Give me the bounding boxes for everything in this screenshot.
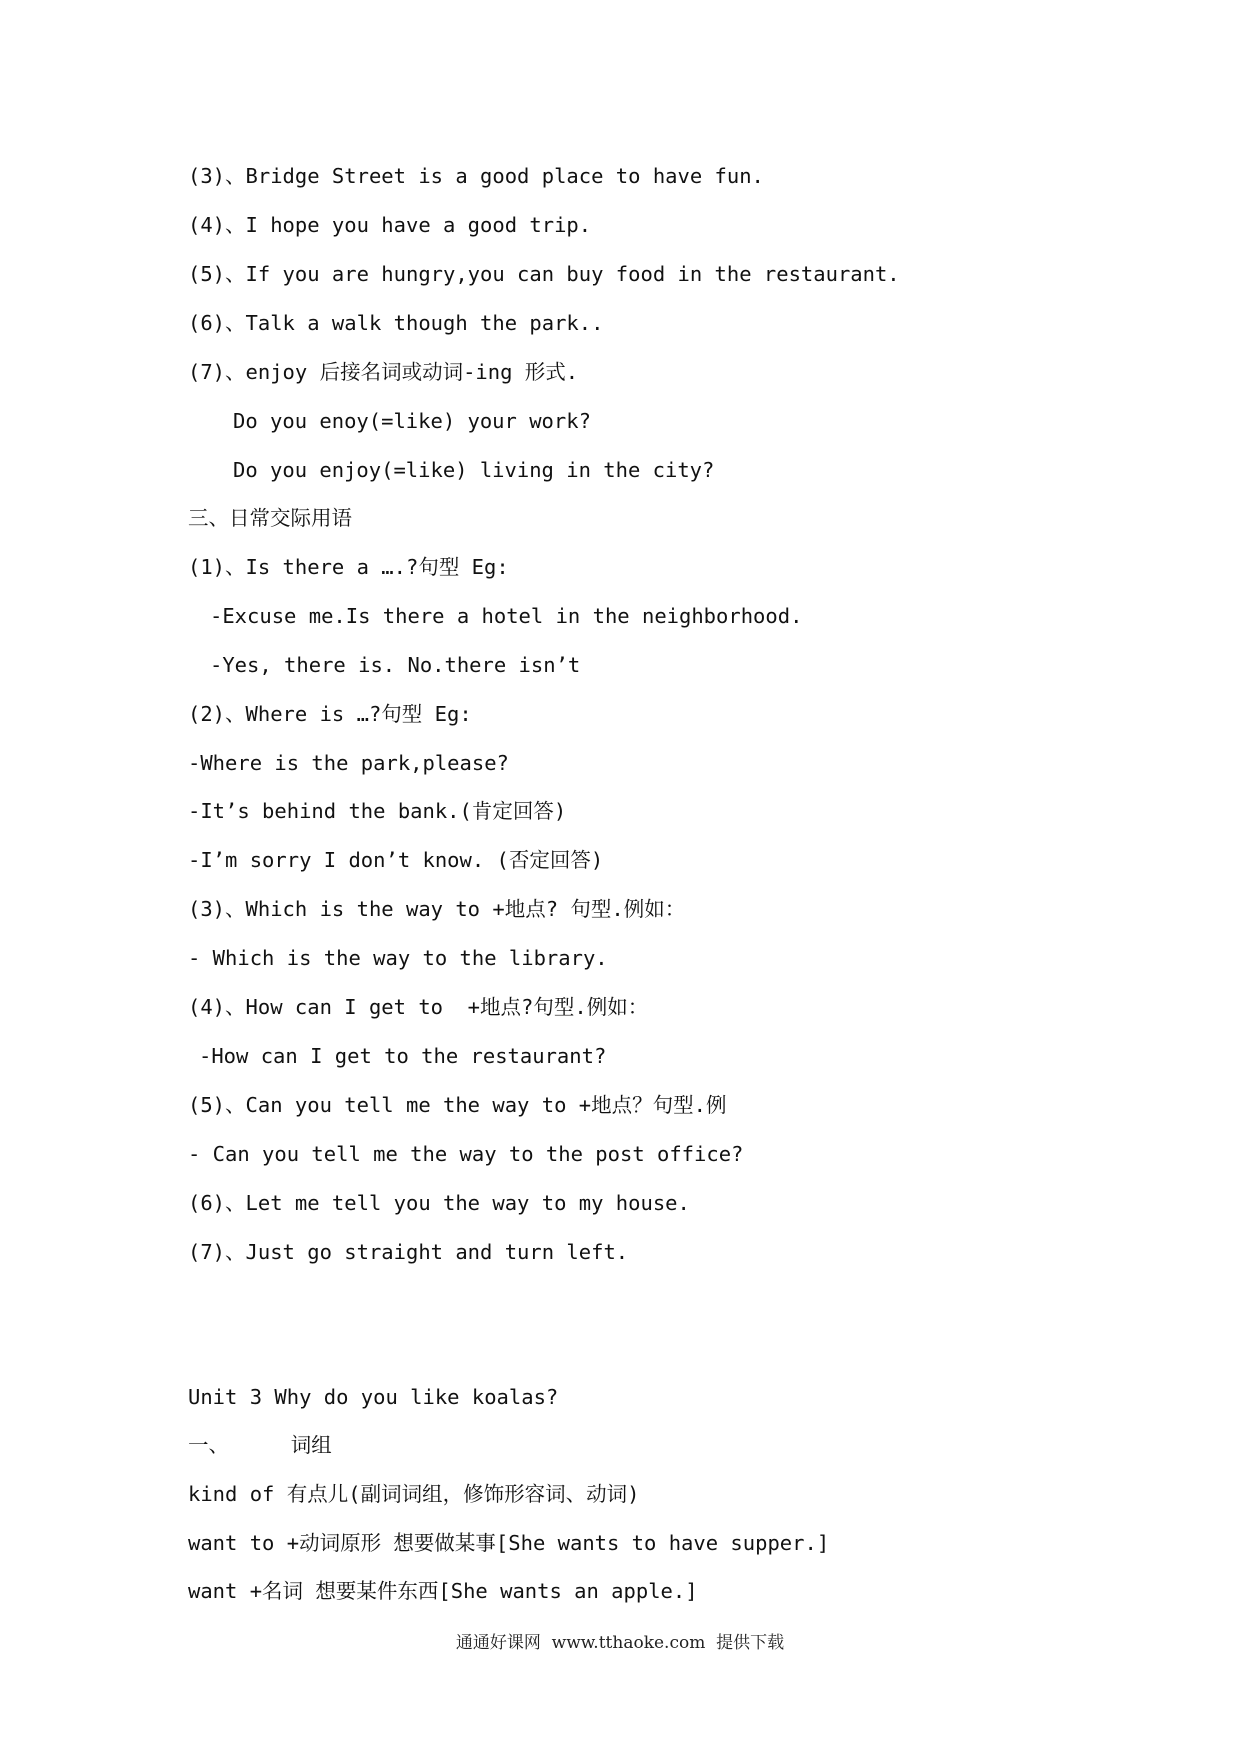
text-line: (4)、I hope you have a good trip. bbox=[188, 213, 592, 237]
dialogue-line: -Where is the park,please? bbox=[188, 751, 509, 775]
phrase-line: kind of 有点儿(副词词组，修饰形容词、动词) bbox=[188, 1482, 640, 1506]
text-line: (2)、Where is …?句型 Eg: bbox=[188, 702, 472, 726]
unit-title: Unit 3 Why do you like koalas? bbox=[188, 1385, 559, 1409]
dialogue-line: -It’s behind the bank.(肯定回答) bbox=[188, 799, 567, 823]
text-line: (7)、enjoy 后接名词或动词-ing 形式. bbox=[188, 360, 579, 384]
dialogue-line: - Can you tell me the way to the post office? bbox=[188, 1142, 744, 1166]
dialogue-line: -I’m sorry I don’t know. (否定回答) bbox=[188, 848, 604, 872]
text-line: (7)、Just go straight and turn left. bbox=[188, 1240, 629, 1264]
dialogue-line: -Yes, there is. No.there isn’t bbox=[210, 653, 581, 677]
dialogue-line: -How can I get to the restaurant? bbox=[199, 1044, 607, 1068]
text-line: (5)、Can you tell me the way to +地点？句型.例 bbox=[188, 1093, 727, 1117]
text-line: (3)、Which is the way to +地点? 句型.例如： bbox=[188, 897, 686, 921]
text-line: (6)、Talk a walk though the park.. bbox=[188, 311, 604, 335]
phrase-line: want to +动词原形 想要做某事[She wants to have supper.] bbox=[188, 1531, 830, 1555]
footer-credit: 通通好课网 www.tthaoke.com 提供下载 bbox=[455, 1633, 785, 1653]
dialogue-line: -Excuse me.Is there a hotel in the neighborhood. bbox=[210, 604, 803, 628]
text-line: (3)、Bridge Street is a good place to have fun. bbox=[188, 164, 764, 188]
text-line: (5)、If you are hungry,you can buy food in the restaurant. bbox=[188, 262, 900, 286]
text-line: (6)、Let me tell you the way to my house. bbox=[188, 1191, 690, 1215]
dialogue-line: - Which is the way to the library. bbox=[188, 946, 608, 970]
phrase-line: want +名词 想要某件东西[She wants an apple.] bbox=[188, 1579, 698, 1603]
example-line: Do you enoy(=like) your work? bbox=[233, 409, 591, 433]
example-line: Do you enjoy(=like) living in the city? bbox=[233, 458, 715, 482]
text-line: (1)、Is there a ….?句型 Eg: bbox=[188, 555, 509, 579]
section-heading: 三、日常交际用语 bbox=[188, 506, 352, 530]
section-heading: 一、 词组 bbox=[188, 1433, 332, 1457]
text-line: (4)、How can I get to +地点?句型.例如： bbox=[188, 995, 649, 1019]
